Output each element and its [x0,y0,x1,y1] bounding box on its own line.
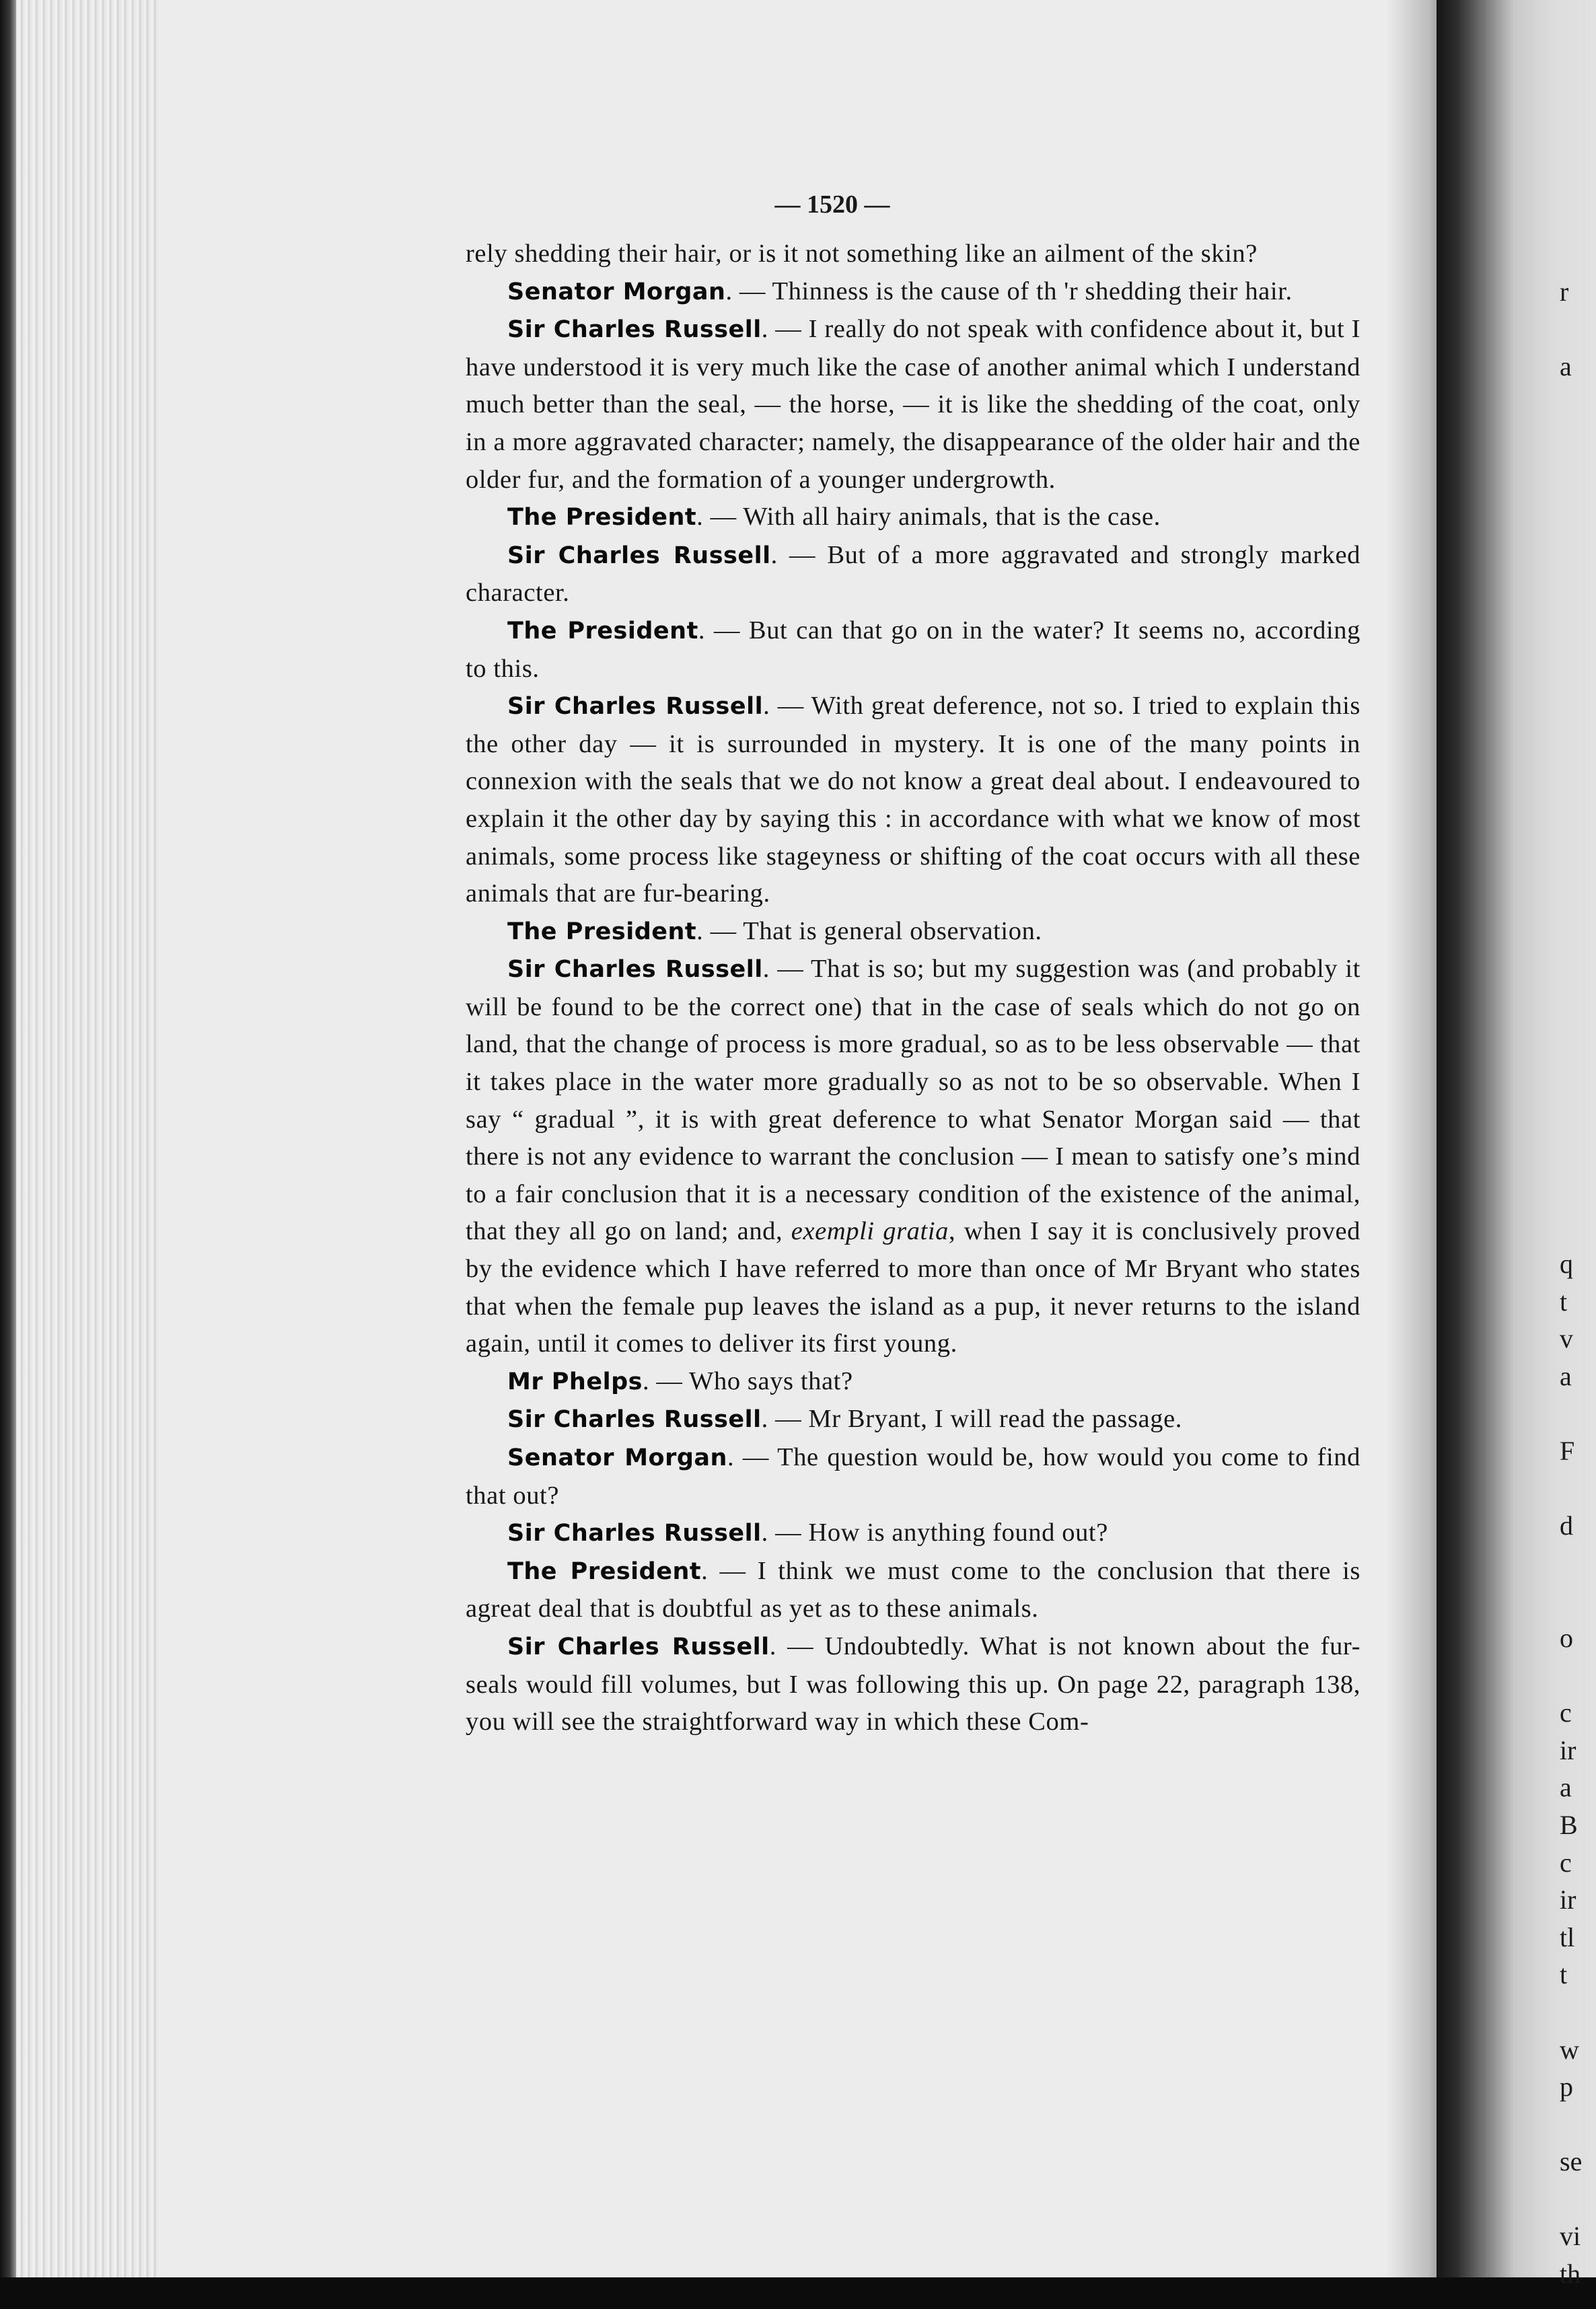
speaker-name: Sir Charles Russell [507,693,764,721]
speech-text: . — Thinness is the cause of th 'r shedding their hair. [725,277,1293,305]
facing-page-fragment [1560,535,1596,573]
speech-text: . — But of a more aggravated and strongly marked character. [466,540,1361,608]
speaker-name: The President [507,617,698,645]
speech-text: . — With great deference, not so. I tried to explain this the other day — it is surrounded in mystery. It is one of the many points in connexion with the seals that we do not know a great deal about. I endeavoured to explain it the other day by saying this : in accordance with what we know of most animals, some process like stageyness or shifting of the coat occurs with all these animals that are fur-bearing. [466,692,1361,908]
speaker-name: The President [507,918,697,945]
speech-text: . — Mr Bryant, I will read the passage. [761,1405,1182,1434]
speech [466,951,1361,1363]
speech [466,688,1361,913]
facing-page-fragment: a [1560,351,1572,381]
speech-text: . — I think we must come to the conclusion that there is agreat deal that is doubtful as yet as to these animals. [466,1556,1361,1623]
facing-page-fragment: v [1560,1323,1573,1354]
facing-page-fragment [1560,1470,1596,1508]
facing-page-fragment [1560,647,1596,685]
speech [466,612,1361,688]
facing-page-fragment [1560,2180,1596,2218]
facing-page-fragment [1560,460,1596,498]
speaker-name: Senator Morgan [507,1444,727,1471]
facing-page-fragment: w [1560,2034,1579,2065]
facing-page-fragment [1560,1545,1596,1582]
speech-text: . — How is anything found out? [761,1518,1108,1547]
speech-text: . — The question would be, how would you come to find that out? [466,1443,1361,1510]
speech [466,1439,1361,1514]
speech [466,537,1361,612]
facing-page-fragment: q [1560,1249,1573,1280]
speech [466,499,1361,537]
facing-page-fragment [1560,235,1596,273]
book-spine-edge [0,0,16,2309]
speech-text-continued: , when I say it is conclusively proved by the evidence which I have referred to more than once of Mr Bryant who states that when the female pup leaves the island as a pup, it never returns to the island again, until it comes to deliver its first young. [466,1217,1361,1358]
facing-page-fragment [1560,1021,1596,1058]
speech [466,913,1361,951]
facing-page-fragment: o [1560,1622,1573,1653]
speech-text: . — That is general observation. [696,916,1042,945]
speaker-name: Sir Charles Russell [507,1633,770,1660]
speaker-name: The President [507,504,697,532]
facing-page-fragment [1560,1657,1596,1695]
facing-page-fragment: ir [1560,1734,1576,1765]
facing-page-fragment: a [1560,1360,1572,1391]
facing-page-fragment: vi [1560,2221,1581,2252]
facing-page-fragment [1560,1395,1596,1432]
speaker-name: Sir Charles Russell [507,956,763,984]
facing-page-fragment: ir [1560,1884,1576,1915]
facing-page-fragment [1560,310,1596,348]
speech [466,1401,1361,1439]
latin-phrase: exempli gratia [791,1217,949,1246]
speech [466,273,1361,311]
speaker-name: Sir Charles Russell [507,1406,762,1434]
facing-page-fragment: c [1560,1697,1572,1728]
facing-page-fragment: th [1560,2259,1581,2289]
facing-page-fragment [1560,1096,1596,1134]
speaker-name: Mr Phelps [507,1368,643,1395]
facing-page-fragment [1560,834,1596,872]
speaker-name: The President [507,1557,702,1585]
speech-text: . — Undoubtedly. What is not known about the fur-seals would fill volumes, but I was following this up. On page 22, paragraph 138, you will see the straightforward way in which these Com- [466,1632,1361,1736]
speech [466,1628,1361,1741]
facing-page-fragment [1560,684,1596,722]
facing-page-fragment [1560,1058,1596,1096]
transcript-body [466,235,1361,1741]
facing-page-fragment: t [1560,1959,1568,1990]
facing-page-fragment: t [1560,1286,1568,1317]
speech [466,1363,1361,1401]
speech-text: . — But can that go on in the water? It seems no, according to this. [466,616,1361,683]
speech-text: . — With all hairy animals, that is the case. [696,503,1161,532]
facing-page-fragment: tl [1560,1921,1575,1952]
facing-page-fragment [1560,797,1596,834]
paragraph-text: rely shedding their hair, or is it not something like an ailment of the skin? [466,240,1258,268]
facing-page-fragment: se [1560,2146,1583,2177]
facing-page-fragment [1560,1582,1596,1619]
speaker-name: Sir Charles Russell [507,542,771,569]
scan-bottom-border [0,2277,1596,2309]
facing-page-fragment: p [1560,2072,1573,2102]
facing-page-fragment [1560,871,1596,909]
facing-page-fragment [1560,610,1596,647]
facing-page-fragment [1560,385,1596,423]
facing-page-fragment [1560,423,1596,460]
facing-page-fragment [1560,909,1596,947]
speaker-name: Sir Charles Russell [507,1520,762,1547]
facing-page-fragment: F [1560,1436,1575,1466]
facing-page-fragment: c [1560,1847,1572,1878]
facing-page-fragment [1560,1208,1596,1245]
speech-text: . — That is so; but my suggestion was (and probably it will be found to be the correct one) that in the case of seals which do not go on land, that the change of process is more gradual, so as to be less observable — that it takes place in the water more gradually so as not to be so observable. When I say “ gradual ”, it is with great deference to what Senator Morgan said — that there is not any evidence to warrant the conclusion — I mean to satisfy one’s mind to a fair conclusion that it is a necessary condition of the existence of the animal, that they all go on land; and, [466,955,1361,1246]
page-stack-edges [16,0,157,2277]
facing-page-fragment: a [1560,1772,1572,1803]
facing-page-fragments [1560,235,1596,2293]
facing-page-fragment [1560,722,1596,760]
speech [466,311,1361,499]
facing-page-fragment: r [1560,276,1569,307]
facing-page-fragment [1560,1993,1596,2031]
facing-page-fragment: d [1560,1510,1573,1541]
speaker-name: Sir Charles Russell [507,316,762,344]
facing-page-fragment [1560,946,1596,984]
speaker-name: Senator Morgan [507,278,726,305]
page-number: — 1520 — [774,190,890,219]
facing-page-fragment: B [1560,1809,1578,1840]
paragraph [466,235,1361,273]
speech-text: . — Who says that? [642,1366,853,1395]
facing-page-fragment [1560,759,1596,797]
facing-page-fragment [1560,1171,1596,1208]
speech [466,1553,1361,1628]
facing-page-fragment [1560,497,1596,535]
facing-page-fragment [1560,984,1596,1021]
facing-page-fragment [1560,2106,1596,2143]
facing-page-fragment [1560,1133,1596,1171]
speech-text: . — I really do not speak with confidence about it, but I have understood it is very much like the case of another animal which I understand much better than the seal, — the horse, — it is like the shedding of the coat, only in a more aggravated character; namely, the disappearance of the older hair and the older fur, and the formation of a younger undergrowth. [466,315,1361,494]
speech [466,1514,1361,1553]
facing-page-fragment [1560,572,1596,610]
